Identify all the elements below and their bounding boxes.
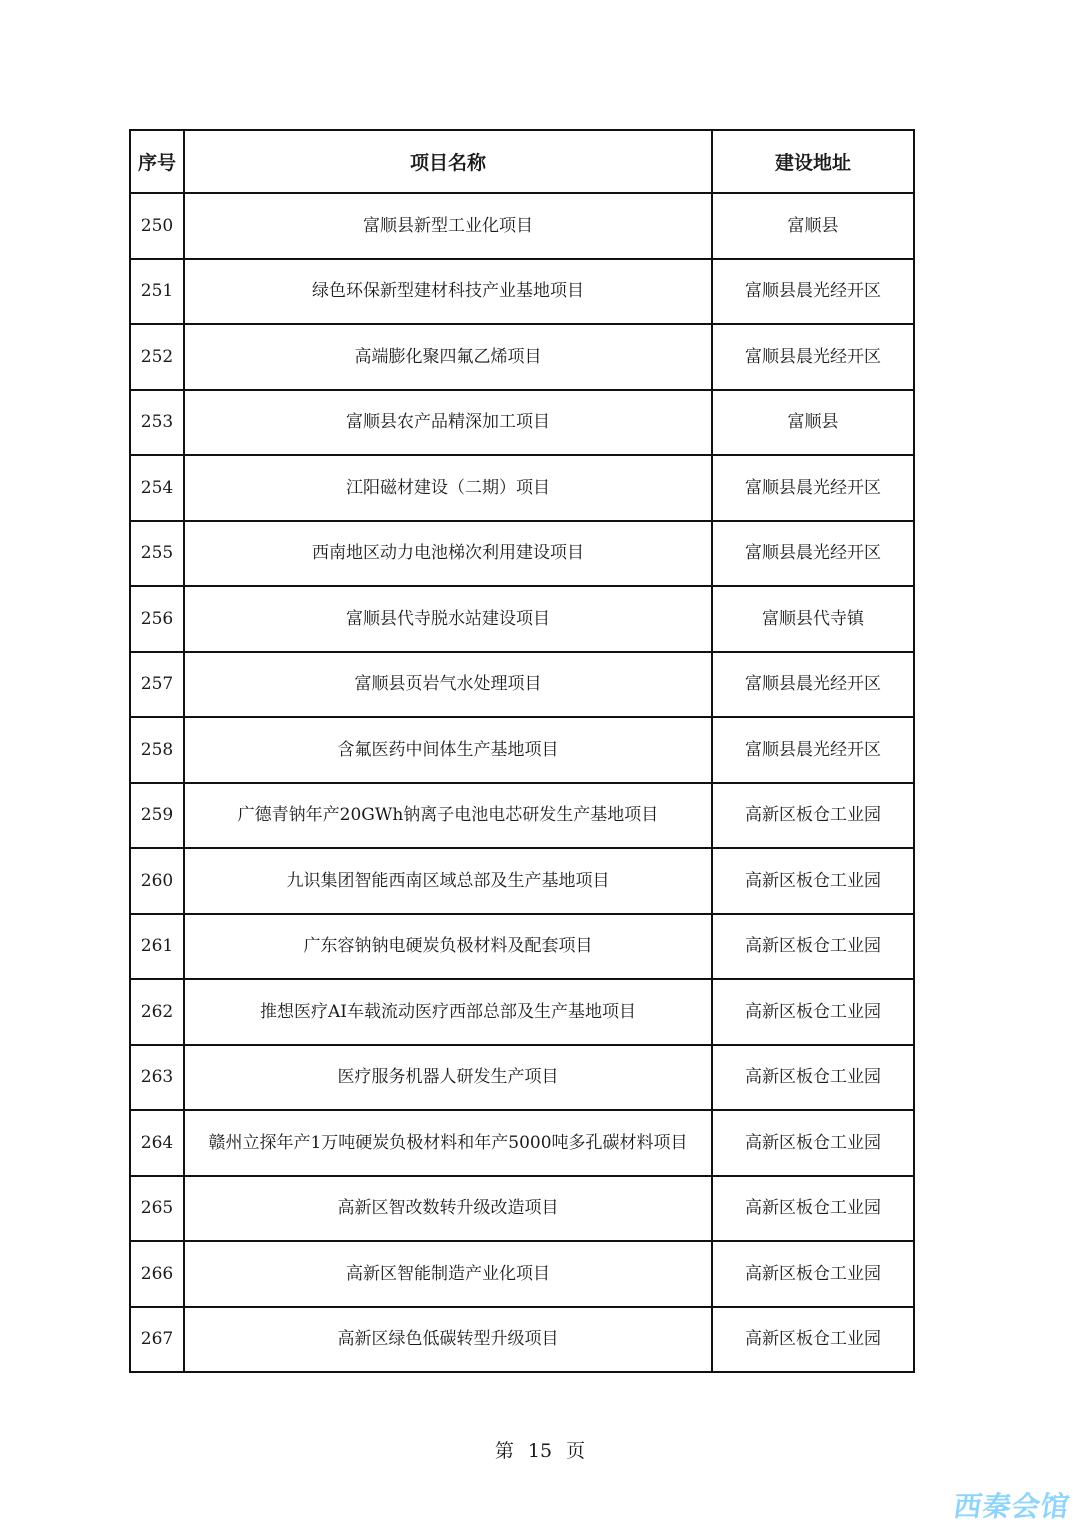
cell-project-name: 富顺县农产品精深加工项目	[184, 390, 712, 456]
cell-serial-number: 262	[130, 979, 184, 1045]
table-row	[130, 914, 914, 980]
cell-construction-address: 富顺县晨光经开区	[712, 455, 914, 521]
page-number-suffix: 页	[566, 1440, 586, 1462]
cell-serial-number: 258	[130, 717, 184, 783]
cell-construction-address: 富顺县	[712, 193, 914, 259]
cell-serial-number: 256	[130, 586, 184, 652]
cell-construction-address: 高新区板仓工业园	[712, 1241, 914, 1307]
cell-project-name: 高新区智能制造产业化项目	[184, 1241, 712, 1307]
header-serial-number: 序号	[130, 130, 184, 193]
table-row	[130, 1241, 914, 1307]
cell-serial-number: 254	[130, 455, 184, 521]
cell-project-name: 九识集团智能西南区域总部及生产基地项目	[184, 848, 712, 914]
table-row	[130, 1045, 914, 1111]
cell-project-name: 医疗服务机器人研发生产项目	[184, 1045, 712, 1111]
table-row	[130, 1176, 914, 1242]
cell-serial-number: 263	[130, 1045, 184, 1111]
cell-serial-number: 252	[130, 324, 184, 390]
cell-project-name: 广东容钠钠电硬炭负极材料及配套项目	[184, 914, 712, 980]
project-table-container	[129, 129, 913, 1373]
cell-project-name: 推想医疗AI车载流动医疗西部总部及生产基地项目	[184, 979, 712, 1045]
header-project-name: 项目名称	[184, 130, 712, 193]
cell-construction-address: 高新区板仓工业园	[712, 1307, 914, 1373]
cell-project-name: 江阳磁材建设（二期）项目	[184, 455, 712, 521]
cell-construction-address: 富顺县晨光经开区	[712, 717, 914, 783]
cell-project-name: 高新区绿色低碳转型升级项目	[184, 1307, 712, 1373]
cell-serial-number: 260	[130, 848, 184, 914]
table-body	[130, 193, 914, 1372]
cell-construction-address: 富顺县晨光经开区	[712, 521, 914, 587]
cell-project-name: 赣州立探年产1万吨硬炭负极材料和年产5000吨多孔碳材料项目	[184, 1110, 712, 1176]
table-row	[130, 521, 914, 587]
table-row	[130, 652, 914, 718]
cell-construction-address: 高新区板仓工业园	[712, 1176, 914, 1242]
cell-project-name: 高端膨化聚四氟乙烯项目	[184, 324, 712, 390]
cell-serial-number: 267	[130, 1307, 184, 1373]
cell-project-name: 富顺县新型工业化项目	[184, 193, 712, 259]
cell-serial-number: 264	[130, 1110, 184, 1176]
cell-project-name: 富顺县页岩气水处理项目	[184, 652, 712, 718]
cell-serial-number: 265	[130, 1176, 184, 1242]
cell-construction-address: 富顺县	[712, 390, 914, 456]
cell-project-name: 含氟医药中间体生产基地项目	[184, 717, 712, 783]
cell-project-name: 高新区智改数转升级改造项目	[184, 1176, 712, 1242]
page-number-prefix: 第	[494, 1440, 514, 1462]
table-row	[130, 455, 914, 521]
table-row	[130, 1307, 914, 1373]
cell-project-name: 广德青钠年产20GWh钠离子电池电芯研发生产基地项目	[184, 783, 712, 849]
table-row	[130, 783, 914, 849]
cell-serial-number: 261	[130, 914, 184, 980]
project-table	[129, 129, 915, 1373]
cell-construction-address: 富顺县晨光经开区	[712, 324, 914, 390]
table-row	[130, 193, 914, 259]
table-row	[130, 1110, 914, 1176]
cell-construction-address: 高新区板仓工业园	[712, 848, 914, 914]
cell-project-name: 绿色环保新型建材科技产业基地项目	[184, 259, 712, 325]
cell-serial-number: 257	[130, 652, 184, 718]
page-number-value: 15	[527, 1440, 553, 1462]
header-construction-address: 建设地址	[712, 130, 914, 193]
table-row	[130, 324, 914, 390]
cell-project-name: 富顺县代寺脱水站建设项目	[184, 586, 712, 652]
table-row	[130, 848, 914, 914]
cell-construction-address: 高新区板仓工业园	[712, 783, 914, 849]
table-row	[130, 259, 914, 325]
table-row	[130, 586, 914, 652]
cell-construction-address: 高新区板仓工业园	[712, 914, 914, 980]
cell-serial-number: 253	[130, 390, 184, 456]
cell-construction-address: 富顺县晨光经开区	[712, 259, 914, 325]
cell-project-name: 西南地区动力电池梯次利用建设项目	[184, 521, 712, 587]
table-header-row	[130, 130, 914, 193]
watermark-logo: 西秦会馆	[951, 1490, 1073, 1523]
table-row	[130, 390, 914, 456]
cell-serial-number: 266	[130, 1241, 184, 1307]
cell-construction-address: 高新区板仓工业园	[712, 1045, 914, 1111]
cell-construction-address: 高新区板仓工业园	[712, 979, 914, 1045]
cell-construction-address: 富顺县代寺镇	[712, 586, 914, 652]
page-number	[0, 1436, 1080, 1463]
cell-serial-number: 259	[130, 783, 184, 849]
cell-serial-number: 250	[130, 193, 184, 259]
cell-serial-number: 251	[130, 259, 184, 325]
table-row	[130, 717, 914, 783]
cell-construction-address: 富顺县晨光经开区	[712, 652, 914, 718]
table-row	[130, 979, 914, 1045]
cell-construction-address: 高新区板仓工业园	[712, 1110, 914, 1176]
cell-serial-number: 255	[130, 521, 184, 587]
